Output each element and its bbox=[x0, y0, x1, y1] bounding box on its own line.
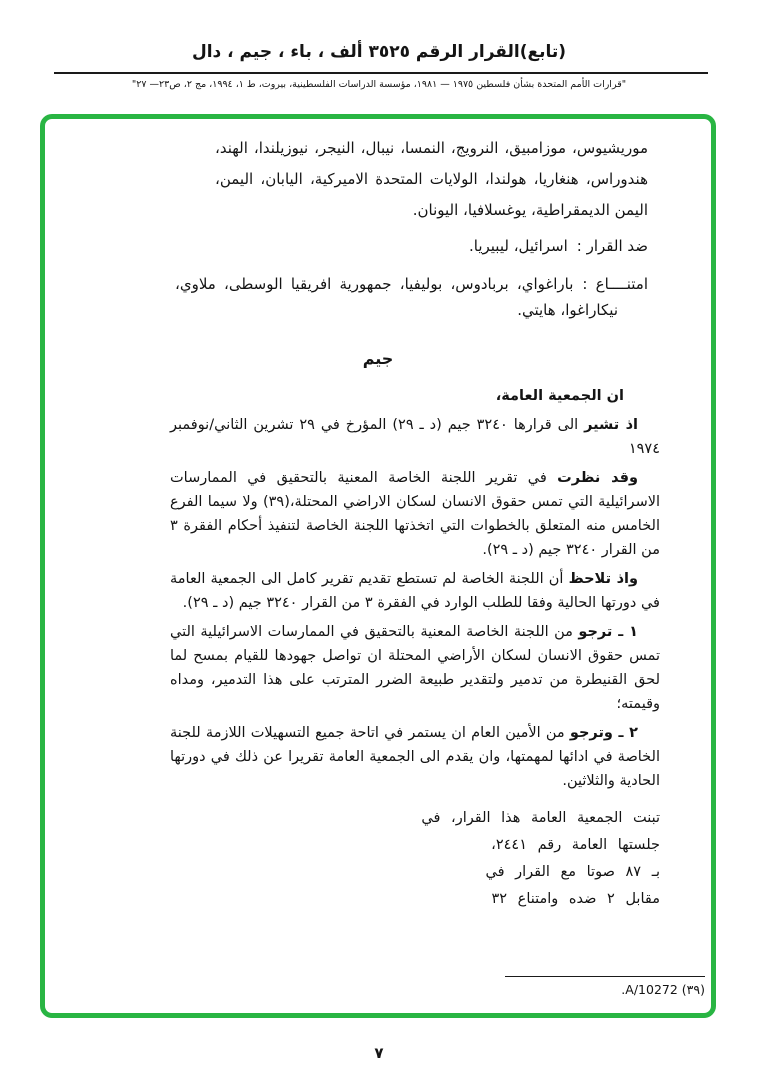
abstain-value: باراغواي، بربادوس، بوليفيا، جمهورية افريقيا الوسطى، ملاوي، نيكاراغوا، هايتي. bbox=[175, 275, 618, 319]
paragraph-noting bbox=[170, 567, 660, 615]
paragraph-text: أن اللجنة الخاصة لم تستطع تقديم تقرير كامل الى الجمعية العامة في دورتها الحالية وفقا للطلب الوارد في الفقرة ٣ من القرار ٣٢٤٠ جيم (د ـ ٢٩). bbox=[170, 571, 660, 611]
paragraph-text: الى قرارها ٣٢٤٠ جيم (د ـ ٢٩) المؤرخ في ٢٩ تشرين الثاني/نوفمبر ١٩٧٤ bbox=[170, 417, 660, 457]
footnote-text: (٣٩) A/10272. bbox=[621, 982, 705, 997]
adoption-line: جلستها العامة رقم ٢٤٤١، bbox=[491, 837, 660, 853]
paragraph-lead: واذ تلاحظ bbox=[568, 571, 638, 587]
header-divider bbox=[54, 72, 708, 74]
highlight-box bbox=[40, 114, 716, 1018]
paragraph-lead: وقد نظرت bbox=[557, 470, 638, 486]
footnote-divider bbox=[505, 976, 705, 977]
section-letter: جيم bbox=[362, 349, 394, 368]
adoption-note bbox=[170, 805, 660, 913]
in-favour-list: موريشيوس، موزامبيق، النرويج، النمسا، نيبال، النيجر، نيوزيلندا، الهند، هندوراس، هنغاريا، هولندا، الولايات المتحدة الاميركية، اليابان، اليمن، اليمن الديمقراطية، يوغسلافيا، اليونان. bbox=[215, 139, 648, 219]
header-citation: "قرارات الأمم المتحدة بشأن فلسطين ١٩٧٥ — ١٩٨١، مؤسسة الدراسات الفلسطينية، بيروت، ط ١، ١٩٩٤، مج ٢، ص٢٣— ٢٧" bbox=[131, 79, 627, 90]
adoption-line: بـ ٨٧ صوتا مع القرار في bbox=[485, 864, 660, 880]
abstain-label: امتنــــاع : bbox=[582, 275, 648, 293]
paragraph-text: من اللجنة الخاصة المعنية بالتحقيق في الممارسات الاسرائيلية التي تمس حقوق الانسان لسكان الأراضي المحتلة ان تواصل جهودها للقيام بمسح لما لحق القنيطرة من تدمير ولتقدير طبيعة الضرر المترتب على هذا التدمير، ومداه وقيمته؛ bbox=[170, 624, 660, 712]
paragraph-operative-1 bbox=[170, 620, 660, 716]
paragraph-having-considered bbox=[170, 466, 660, 562]
resolution-body bbox=[170, 384, 660, 913]
against-label: ضد القرار : bbox=[576, 237, 648, 255]
abstain-row bbox=[175, 271, 648, 323]
paragraph-lead: ١ ـ ترجو bbox=[578, 624, 638, 640]
paragraph-recalls bbox=[170, 413, 660, 461]
adoption-line: مقابل ٢ ضده وامتناع ٣٢ bbox=[491, 891, 660, 907]
against-value: اسرائيل، ليبيريا. bbox=[468, 237, 568, 255]
paragraph-lead: اذ تشير bbox=[584, 417, 638, 433]
adoption-line: تبنت الجمعية العامة هذا القرار، في bbox=[421, 810, 660, 826]
paragraph-text: من الأمين العام ان يستمر في اتاحة جميع التسهيلات اللازمة للجنة الخاصة في ادائها لمهمتها، وان يقدم الى الجمعية العامة تقريرا عن ذلك في دورتها الحادية والثلاثين. bbox=[170, 725, 660, 789]
paragraph-operative-2 bbox=[170, 721, 660, 793]
footnote bbox=[505, 976, 705, 997]
paragraph-lead: ٢ ـ وترجو bbox=[569, 725, 639, 741]
resolution-opener: ان الجمعية العامة، bbox=[495, 388, 624, 404]
header-title: (تابع)القرار الرقم ٣٥٢٥ ألف ، باء ، جيم ، دال bbox=[191, 42, 567, 62]
paragraph-text: في تقرير اللجنة الخاصة المعنية بالتحقيق في الممارسات الاسرائيلية التي تمس حقوق الانسان لسكان الاراضي المحتلة،(٣٩) ولا سيما الفرع الخامس منه المتعلق بالخطوات التي اتخذتها اللجنة الخاصة لتنفيذ أحكام الفقرة ٣ من القرار ٣٢٤٠ جيم (د ـ ٢٩). bbox=[170, 470, 661, 558]
against-row bbox=[185, 234, 648, 259]
page-number: ٧ bbox=[374, 1044, 384, 1062]
